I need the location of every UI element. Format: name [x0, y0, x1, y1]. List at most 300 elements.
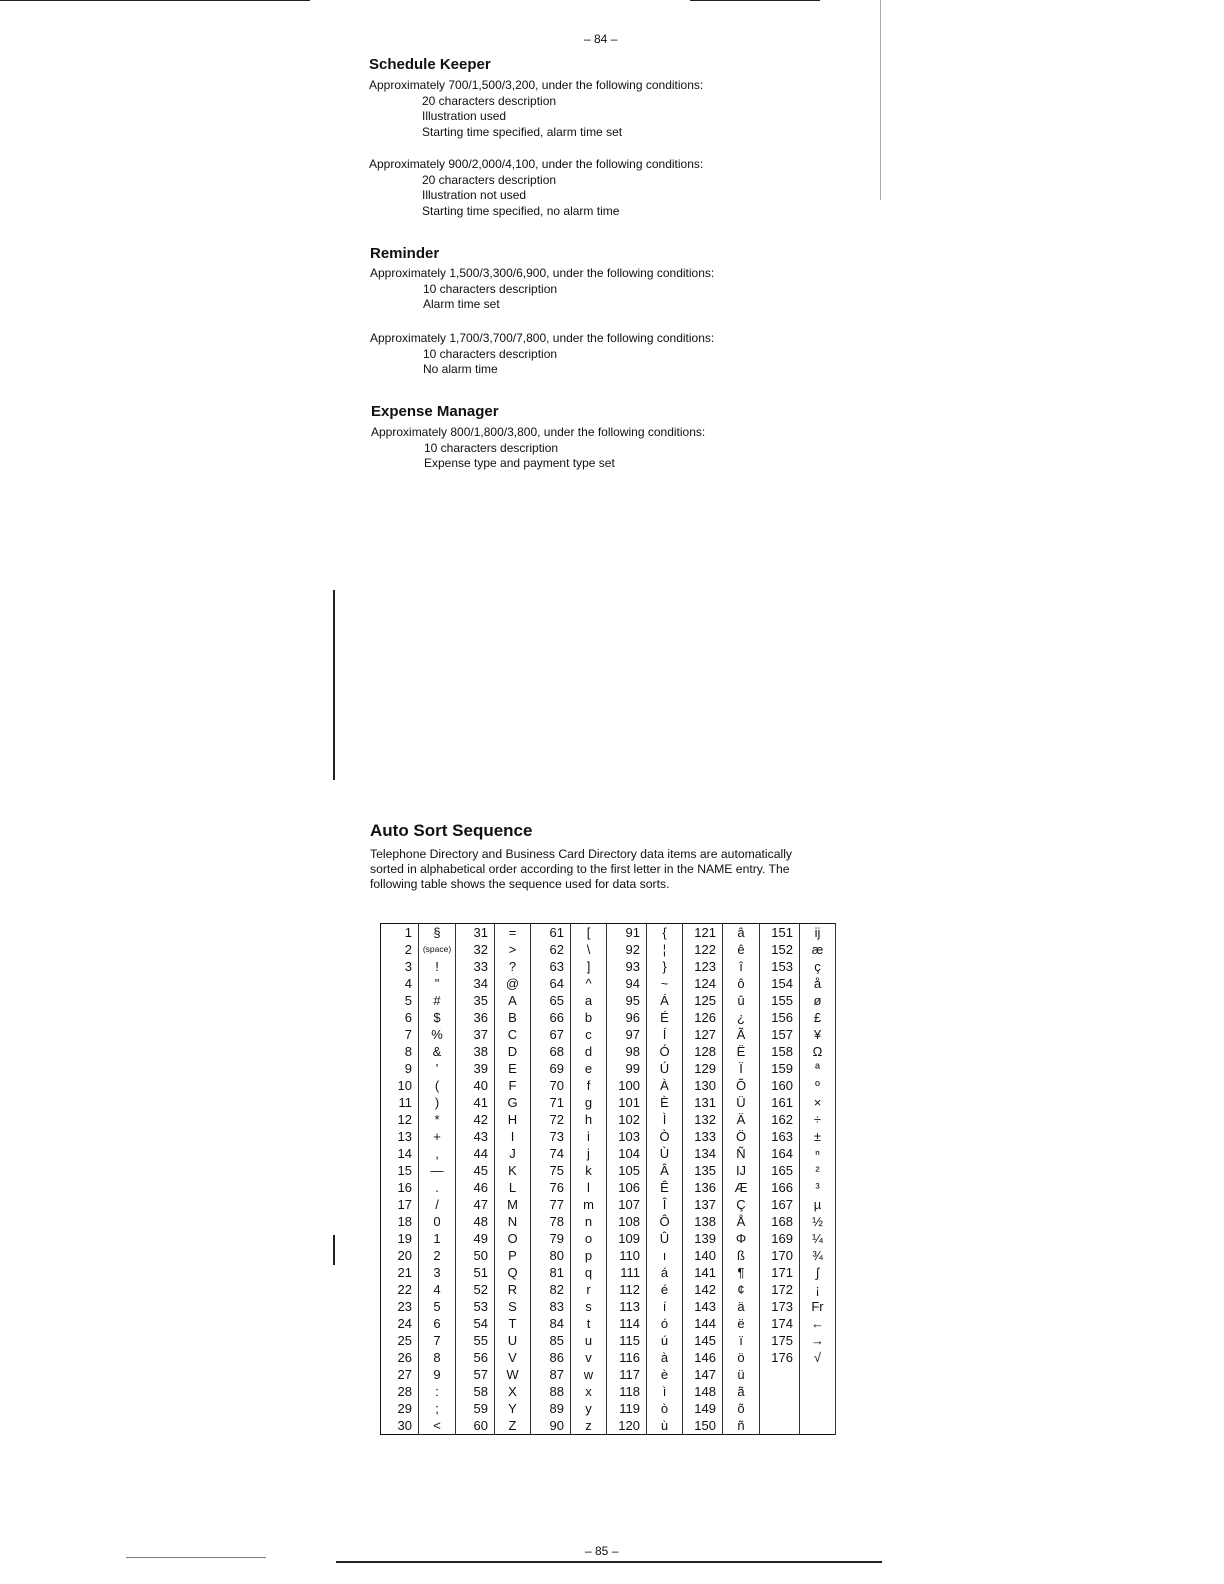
sort-order-number: 10	[381, 1077, 419, 1094]
sort-character: ò	[647, 1400, 683, 1417]
sort-order-number: 174	[760, 1315, 800, 1332]
expense-manager-block	[371, 425, 705, 472]
condition-line: Illustration not used	[422, 188, 527, 202]
sort-character: Ê	[647, 1179, 683, 1196]
sort-order-number: 56	[456, 1349, 495, 1366]
sort-order-number: 113	[607, 1298, 647, 1315]
sort-order-number: 34	[456, 975, 495, 992]
sort-order-number: 96	[607, 1009, 647, 1026]
sort-order-number: 86	[531, 1349, 571, 1366]
sort-character: Ö	[723, 1128, 760, 1145]
sort-order-number: 133	[683, 1128, 723, 1145]
sort-order-number: 15	[381, 1162, 419, 1179]
sort-order-number: 62	[531, 941, 571, 958]
sort-order-number: 42	[456, 1111, 495, 1128]
sort-character: n	[571, 1213, 607, 1230]
sort-character: ì	[647, 1383, 683, 1400]
sort-character: Í	[647, 1026, 683, 1043]
sort-order-number: 35	[456, 992, 495, 1009]
sort-character: ³	[800, 1179, 836, 1196]
sort-order-number: 141	[683, 1264, 723, 1281]
sort-order-number: 92	[607, 941, 647, 958]
table-row	[381, 1315, 836, 1332]
sort-order-number: 67	[531, 1026, 571, 1043]
sort-order-number: 130	[683, 1077, 723, 1094]
sort-character: N	[495, 1213, 531, 1230]
sort-character: j	[571, 1145, 607, 1162]
sort-character: Å	[723, 1213, 760, 1230]
block-intro: Approximately 700/1,500/3,200, under the following conditions:	[369, 78, 704, 92]
sort-order-number: 73	[531, 1128, 571, 1145]
schedule-keeper-block-2	[369, 157, 703, 219]
sort-character: ¶	[723, 1264, 760, 1281]
sort-character: Á	[647, 992, 683, 1009]
sort-character: ]	[571, 958, 607, 975]
sort-character: ñ	[723, 1417, 760, 1435]
sort-character: å	[800, 975, 836, 992]
sort-character: m	[571, 1196, 607, 1213]
sort-order-number: 11	[381, 1094, 419, 1111]
sort-order-number: 16	[381, 1179, 419, 1196]
table-row	[381, 1417, 836, 1435]
table-row	[381, 1349, 836, 1366]
sort-character: ^	[571, 975, 607, 992]
sort-character: 9	[419, 1366, 456, 1383]
sort-order-number: 132	[683, 1111, 723, 1128]
sort-order-number: 38	[456, 1043, 495, 1060]
sort-order-number: 145	[683, 1332, 723, 1349]
sort-character: ¿	[723, 1009, 760, 1026]
sort-order-number: 109	[607, 1230, 647, 1247]
sort-order-number: 79	[531, 1230, 571, 1247]
sort-character: à	[647, 1349, 683, 1366]
sort-character: £	[800, 1009, 836, 1026]
sort-character: >	[495, 941, 531, 958]
sort-character: Ï	[723, 1060, 760, 1077]
condition-line: 10 characters description	[423, 281, 558, 296]
sort-order-number: 14	[381, 1145, 419, 1162]
sort-order-number: 103	[607, 1128, 647, 1145]
sort-order-number: 1	[381, 924, 419, 942]
sort-order-number: 78	[531, 1213, 571, 1230]
sort-order-number: 6	[381, 1009, 419, 1026]
sort-character: ª	[800, 1060, 836, 1077]
sort-character: 5	[419, 1298, 456, 1315]
sort-order-number: 100	[607, 1077, 647, 1094]
sort-character: ô	[723, 975, 760, 992]
table-row	[381, 1009, 836, 1026]
sort-character: ~	[647, 975, 683, 992]
sort-character: i	[571, 1128, 607, 1145]
sort-character: ⁿ	[800, 1145, 836, 1162]
sort-order-number: 136	[683, 1179, 723, 1196]
sort-character: Û	[647, 1230, 683, 1247]
sort-order-number: 127	[683, 1026, 723, 1043]
sort-character: ij	[800, 924, 836, 942]
sort-character: C	[495, 1026, 531, 1043]
sort-character: Ç	[723, 1196, 760, 1213]
sort-order-number: 43	[456, 1128, 495, 1145]
sort-character: Ú	[647, 1060, 683, 1077]
sort-order-number: 58	[456, 1383, 495, 1400]
table-row	[381, 1179, 836, 1196]
sort-order-number: 115	[607, 1332, 647, 1349]
sort-order-number: 171	[760, 1264, 800, 1281]
sort-character: Ã	[723, 1026, 760, 1043]
sort-character: È	[647, 1094, 683, 1111]
table-row	[381, 1026, 836, 1043]
sort-character: M	[495, 1196, 531, 1213]
section-title-reminder: Reminder	[370, 245, 440, 262]
sort-character: k	[571, 1162, 607, 1179]
margin-line	[333, 1235, 335, 1265]
sort-order-number: 70	[531, 1077, 571, 1094]
sort-character: 1	[419, 1230, 456, 1247]
sort-order-number: 125	[683, 992, 723, 1009]
sort-character: ¥	[800, 1026, 836, 1043]
sort-character: ê	[723, 941, 760, 958]
sort-order-number: 52	[456, 1281, 495, 1298]
sort-order-number: 80	[531, 1247, 571, 1264]
sort-order-number: 137	[683, 1196, 723, 1213]
sort-character: }	[647, 958, 683, 975]
sort-character: (space)	[419, 941, 456, 958]
sort-character: ¦	[647, 941, 683, 958]
sort-order-number: 158	[760, 1043, 800, 1060]
table-row	[381, 1247, 836, 1264]
sort-character: :	[419, 1383, 456, 1400]
sort-character: L	[495, 1179, 531, 1196]
sort-character: 6	[419, 1315, 456, 1332]
sort-order-number: 104	[607, 1145, 647, 1162]
condition-line: Illustration used	[422, 109, 507, 123]
sort-character: ø	[800, 992, 836, 1009]
sort-character: 8	[419, 1349, 456, 1366]
sort-order-number	[760, 1417, 800, 1435]
sort-character: J	[495, 1145, 531, 1162]
sort-order-number: 33	[456, 958, 495, 975]
sort-order-number: 51	[456, 1264, 495, 1281]
sort-character: ú	[647, 1332, 683, 1349]
table-row	[381, 1383, 836, 1400]
sort-order-number: 66	[531, 1009, 571, 1026]
sort-order-number: 28	[381, 1383, 419, 1400]
sort-order-number: 169	[760, 1230, 800, 1247]
sort-character: [	[571, 924, 607, 942]
table-row	[381, 1332, 836, 1349]
scan-edge-line	[0, 0, 310, 1]
sort-order-number: 166	[760, 1179, 800, 1196]
intro-line: Telephone Directory and Business Card Directory data items are automatically	[370, 847, 793, 861]
sort-character: è	[647, 1366, 683, 1383]
sort-character: G	[495, 1094, 531, 1111]
sort-order-number: 162	[760, 1111, 800, 1128]
sort-character: r	[571, 1281, 607, 1298]
sort-character: Φ	[723, 1230, 760, 1247]
table-row	[381, 1230, 836, 1247]
sort-character: á	[647, 1264, 683, 1281]
reminder-block-1	[370, 266, 714, 313]
sort-character: 4	[419, 1281, 456, 1298]
sort-character: \	[571, 941, 607, 958]
sort-order-number: 8	[381, 1043, 419, 1060]
sort-character: 0	[419, 1213, 456, 1230]
sort-character: )	[419, 1094, 456, 1111]
sort-order-number: 126	[683, 1009, 723, 1026]
sort-character: 2	[419, 1247, 456, 1264]
sort-order-number: 168	[760, 1213, 800, 1230]
sort-character: x	[571, 1383, 607, 1400]
sort-order-number: 94	[607, 975, 647, 992]
sort-order-number: 77	[531, 1196, 571, 1213]
sort-character: õ	[723, 1400, 760, 1417]
sort-order-number: 142	[683, 1281, 723, 1298]
block-intro: Approximately 1,700/3,700/7,800, under the following conditions:	[370, 331, 715, 345]
section-title-schedule-keeper: Schedule Keeper	[369, 56, 491, 73]
sort-character: K	[495, 1162, 531, 1179]
sort-order-number: 167	[760, 1196, 800, 1213]
table-row	[381, 958, 836, 975]
sort-character: ï	[723, 1332, 760, 1349]
sort-character: b	[571, 1009, 607, 1026]
scan-edge-line	[126, 1557, 266, 1558]
sort-order-number: 47	[456, 1196, 495, 1213]
condition-line: 20 characters description	[422, 93, 557, 108]
sort-character: S	[495, 1298, 531, 1315]
sort-character: ½	[800, 1213, 836, 1230]
sort-order-number: 159	[760, 1060, 800, 1077]
table-row	[381, 941, 836, 958]
schedule-keeper-block-1	[369, 78, 703, 140]
sort-character: a	[571, 992, 607, 1009]
sort-order-number: 111	[607, 1264, 647, 1281]
sort-character: Ô	[647, 1213, 683, 1230]
sort-order-number: 53	[456, 1298, 495, 1315]
intro-line: following table shows the sequence used for data sorts.	[370, 877, 670, 891]
sort-order-number: 4	[381, 975, 419, 992]
sort-character: ö	[723, 1349, 760, 1366]
sort-character: Y	[495, 1400, 531, 1417]
sort-character: '	[419, 1060, 456, 1077]
sort-order-number: 173	[760, 1298, 800, 1315]
sort-order-number: 29	[381, 1400, 419, 1417]
sort-order-number: 71	[531, 1094, 571, 1111]
sort-character: ¼	[800, 1230, 836, 1247]
sort-character: ÷	[800, 1111, 836, 1128]
sort-character: .	[419, 1179, 456, 1196]
table-row	[381, 1145, 836, 1162]
sort-character: "	[419, 975, 456, 992]
sort-order-number: 143	[683, 1298, 723, 1315]
sort-order-number: 165	[760, 1162, 800, 1179]
sort-order-number: 116	[607, 1349, 647, 1366]
sort-character: f	[571, 1077, 607, 1094]
sort-character: §	[419, 924, 456, 942]
sort-order-number: 176	[760, 1349, 800, 1366]
table-row	[381, 1196, 836, 1213]
sort-character: H	[495, 1111, 531, 1128]
sort-character: F	[495, 1077, 531, 1094]
sort-order-number: 63	[531, 958, 571, 975]
sort-order-number: 147	[683, 1366, 723, 1383]
sort-order-number: 155	[760, 992, 800, 1009]
sort-character: P	[495, 1247, 531, 1264]
sort-character: Ë	[723, 1043, 760, 1060]
sort-character: ,	[419, 1145, 456, 1162]
sort-order-number: 19	[381, 1230, 419, 1247]
sort-order-number: 114	[607, 1315, 647, 1332]
sort-order-number: 61	[531, 924, 571, 942]
sort-order-number: 9	[381, 1060, 419, 1077]
block-intro: Approximately 900/2,000/4,100, under the following conditions:	[369, 157, 704, 171]
sort-character: º	[800, 1077, 836, 1094]
sort-order-number: 83	[531, 1298, 571, 1315]
sort-character: !	[419, 958, 456, 975]
sort-order-number: 117	[607, 1366, 647, 1383]
sort-order-number: 153	[760, 958, 800, 975]
sort-order-number: 36	[456, 1009, 495, 1026]
sort-character: Â	[647, 1162, 683, 1179]
sort-order-number: 156	[760, 1009, 800, 1026]
sort-character: e	[571, 1060, 607, 1077]
sort-character	[800, 1366, 836, 1383]
sort-character	[800, 1383, 836, 1400]
sort-order-number: 150	[683, 1417, 723, 1435]
sort-character: ?	[495, 958, 531, 975]
sort-order-number: 41	[456, 1094, 495, 1111]
sort-character: o	[571, 1230, 607, 1247]
sort-character: &	[419, 1043, 456, 1060]
sort-order-number: 23	[381, 1298, 419, 1315]
sort-character: 7	[419, 1332, 456, 1349]
table-row	[381, 1162, 836, 1179]
sort-character: É	[647, 1009, 683, 1026]
table-row	[381, 992, 836, 1009]
sort-order-number: 95	[607, 992, 647, 1009]
sort-character: w	[571, 1366, 607, 1383]
sort-order-number: 57	[456, 1366, 495, 1383]
sort-character: <	[419, 1417, 456, 1435]
sort-order-number: 76	[531, 1179, 571, 1196]
block-intro: Approximately 800/1,800/3,800, under the following conditions:	[371, 425, 706, 439]
sort-character: ı	[647, 1247, 683, 1264]
sort-character: D	[495, 1043, 531, 1060]
sort-character: O	[495, 1230, 531, 1247]
sort-order-number	[760, 1366, 800, 1383]
sort-character: Q	[495, 1264, 531, 1281]
sort-order-number: 5	[381, 992, 419, 1009]
sort-order-number: 49	[456, 1230, 495, 1247]
condition-line: Starting time specified, no alarm time	[422, 203, 620, 218]
table-row	[381, 1281, 836, 1298]
sort-order-number: 17	[381, 1196, 419, 1213]
sort-order-number: 140	[683, 1247, 723, 1264]
sort-character: ã	[723, 1383, 760, 1400]
sort-character: ±	[800, 1128, 836, 1145]
sort-character: X	[495, 1383, 531, 1400]
auto-sort-title: Auto Sort Sequence	[370, 821, 533, 840]
sort-order-number: 64	[531, 975, 571, 992]
sort-order-number: 72	[531, 1111, 571, 1128]
sort-character: %	[419, 1026, 456, 1043]
sort-order-number: 13	[381, 1128, 419, 1145]
table-row	[381, 975, 836, 992]
sort-character: ä	[723, 1298, 760, 1315]
sort-character: (	[419, 1077, 456, 1094]
sort-character: ¡	[800, 1281, 836, 1298]
sort-order-number: 112	[607, 1281, 647, 1298]
sort-order-number: 135	[683, 1162, 723, 1179]
sort-order-number: 75	[531, 1162, 571, 1179]
sort-order-number: 139	[683, 1230, 723, 1247]
condition-line: Starting time specified, alarm time set	[422, 124, 623, 139]
sort-character: Ñ	[723, 1145, 760, 1162]
sort-character: *	[419, 1111, 456, 1128]
sort-order-number: 27	[381, 1366, 419, 1383]
sort-order-number: 120	[607, 1417, 647, 1435]
table-row	[381, 924, 836, 942]
sort-order-number: 154	[760, 975, 800, 992]
sort-order-number: 97	[607, 1026, 647, 1043]
sort-character: l	[571, 1179, 607, 1196]
sort-character: @	[495, 975, 531, 992]
sort-character: +	[419, 1128, 456, 1145]
sort-order-number: 123	[683, 958, 723, 975]
sort-character: h	[571, 1111, 607, 1128]
sort-character: í	[647, 1298, 683, 1315]
sort-sequence-table	[380, 923, 836, 1435]
sort-character: z	[571, 1417, 607, 1435]
sort-character: d	[571, 1043, 607, 1060]
sort-character: U	[495, 1332, 531, 1349]
page-number-84: – 84 –	[584, 32, 618, 46]
sort-order-number: 46	[456, 1179, 495, 1196]
sort-order-number: 3	[381, 958, 419, 975]
sort-order-number: 74	[531, 1145, 571, 1162]
margin-line	[333, 590, 335, 780]
sort-order-number: 105	[607, 1162, 647, 1179]
sort-character: p	[571, 1247, 607, 1264]
sort-order-number: 59	[456, 1400, 495, 1417]
sort-order-number: 157	[760, 1026, 800, 1043]
sort-order-number: 31	[456, 924, 495, 942]
sort-order-number: 148	[683, 1383, 723, 1400]
sort-order-number: 37	[456, 1026, 495, 1043]
sort-order-number: 144	[683, 1315, 723, 1332]
sort-character: √	[800, 1349, 836, 1366]
sort-character: ó	[647, 1315, 683, 1332]
sort-order-number: 39	[456, 1060, 495, 1077]
page-number-85: – 85 –	[585, 1544, 619, 1558]
sort-order-number: 119	[607, 1400, 647, 1417]
sort-character: IJ	[723, 1162, 760, 1179]
sort-order-number: 146	[683, 1349, 723, 1366]
sort-order-number: 90	[531, 1417, 571, 1435]
sort-order-number: 170	[760, 1247, 800, 1264]
intro-line: sorted in alphabetical order according to the first letter in the NAME entry. The	[370, 862, 790, 876]
sort-order-number: 45	[456, 1162, 495, 1179]
sort-character: Ü	[723, 1094, 760, 1111]
sort-order-number: 22	[381, 1281, 419, 1298]
sort-character: À	[647, 1077, 683, 1094]
sort-order-number: 110	[607, 1247, 647, 1264]
block-intro: Approximately 1,500/3,300/6,900, under the following conditions:	[370, 266, 715, 280]
sort-order-number: 68	[531, 1043, 571, 1060]
sort-order-number: 131	[683, 1094, 723, 1111]
sort-order-number: 122	[683, 941, 723, 958]
sort-character: µ	[800, 1196, 836, 1213]
sort-character: g	[571, 1094, 607, 1111]
